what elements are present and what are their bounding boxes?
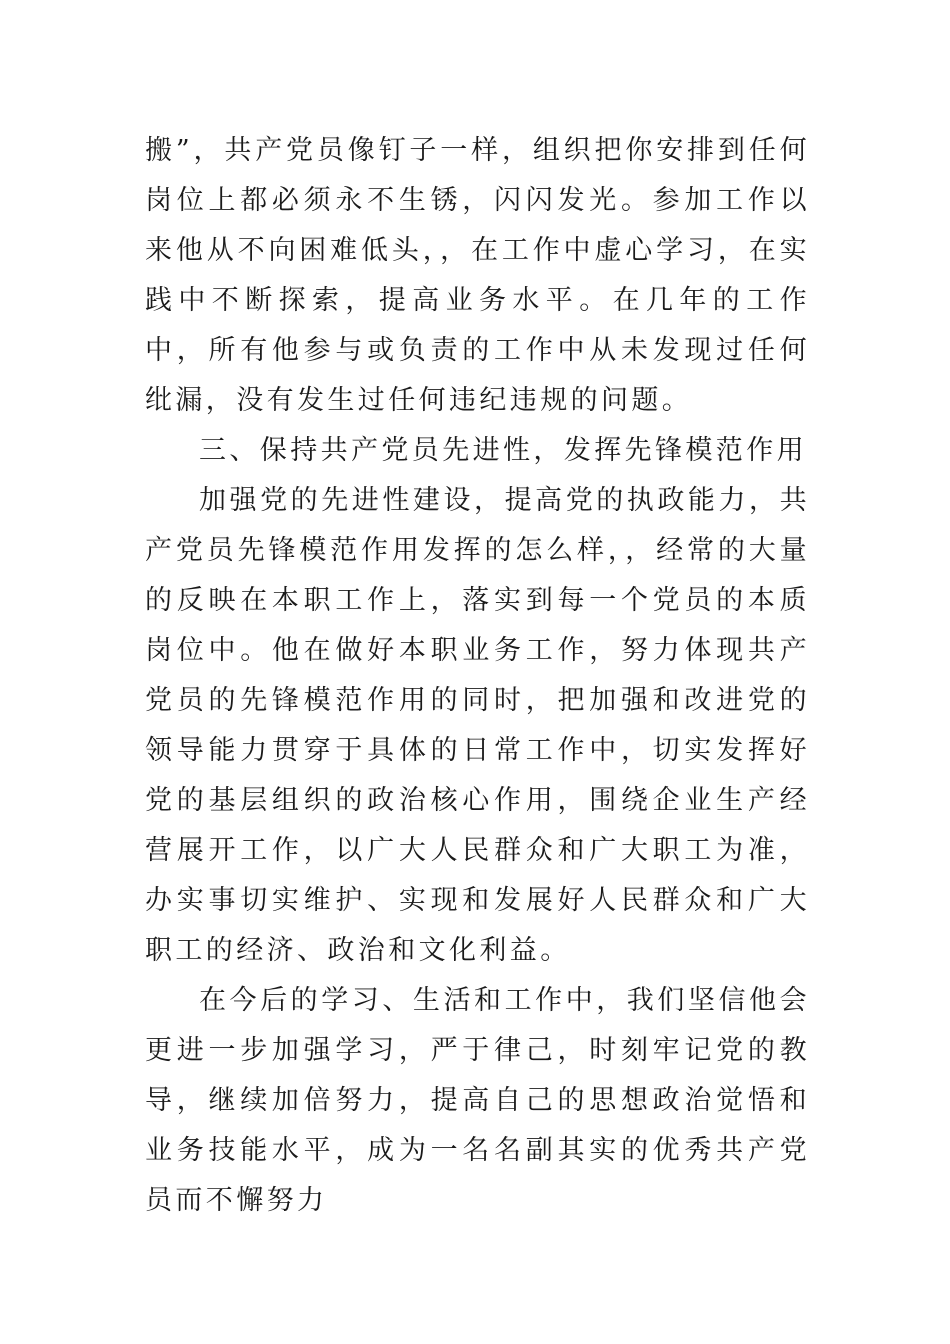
section-heading: 三、保持共产党员先进性，发挥先锋模范作用: [199, 435, 807, 466]
paragraph-future-outlook: 在今后的学习、生活和工作中，我们坚信他会更进一步加强学习，严于律己，时刻牢记党的教导，继续加倍努力，提高自己的思想政治觉悟和业务技能水平，成为一名名副其实的优秀共产党员而不懈努力: [145, 985, 810, 1216]
paragraph-continuation: 搬”，共产党员像钉子一样，组织把你安排到任何岗位上都必须永不生锈，闪闪发光。参加工作以来他从不向困难低头，，在工作中虚心学习，在实践中不断探索，提高业务水平。在几年的工作中，所有他参与或负责的工作中从未发现过任何纰漏，没有发生过任何违纪违规的问题。: [145, 135, 810, 416]
paragraph-vanguard-role: 加强党的先进性建设，提高党的执政能力，共产党员先锋模范作用发挥的怎么样，，经常的大量的反映在本职工作上，落实到每一个党员的本质岗位中。他在做好本职业务工作，努力体现共产党员的先锋模范作用的同时，把加强和改进党的领导能力贯穿于具体的日常工作中，切实发挥好党的基层组织的政治核心作用，围绕企业生产经营展开工作，以广大人民群众和广大职工为准，办实事切实维护、实现和发展好人民群众和广大职工的经济、政治和文化利益。: [145, 485, 810, 966]
document-body: [145, 126, 810, 1226]
